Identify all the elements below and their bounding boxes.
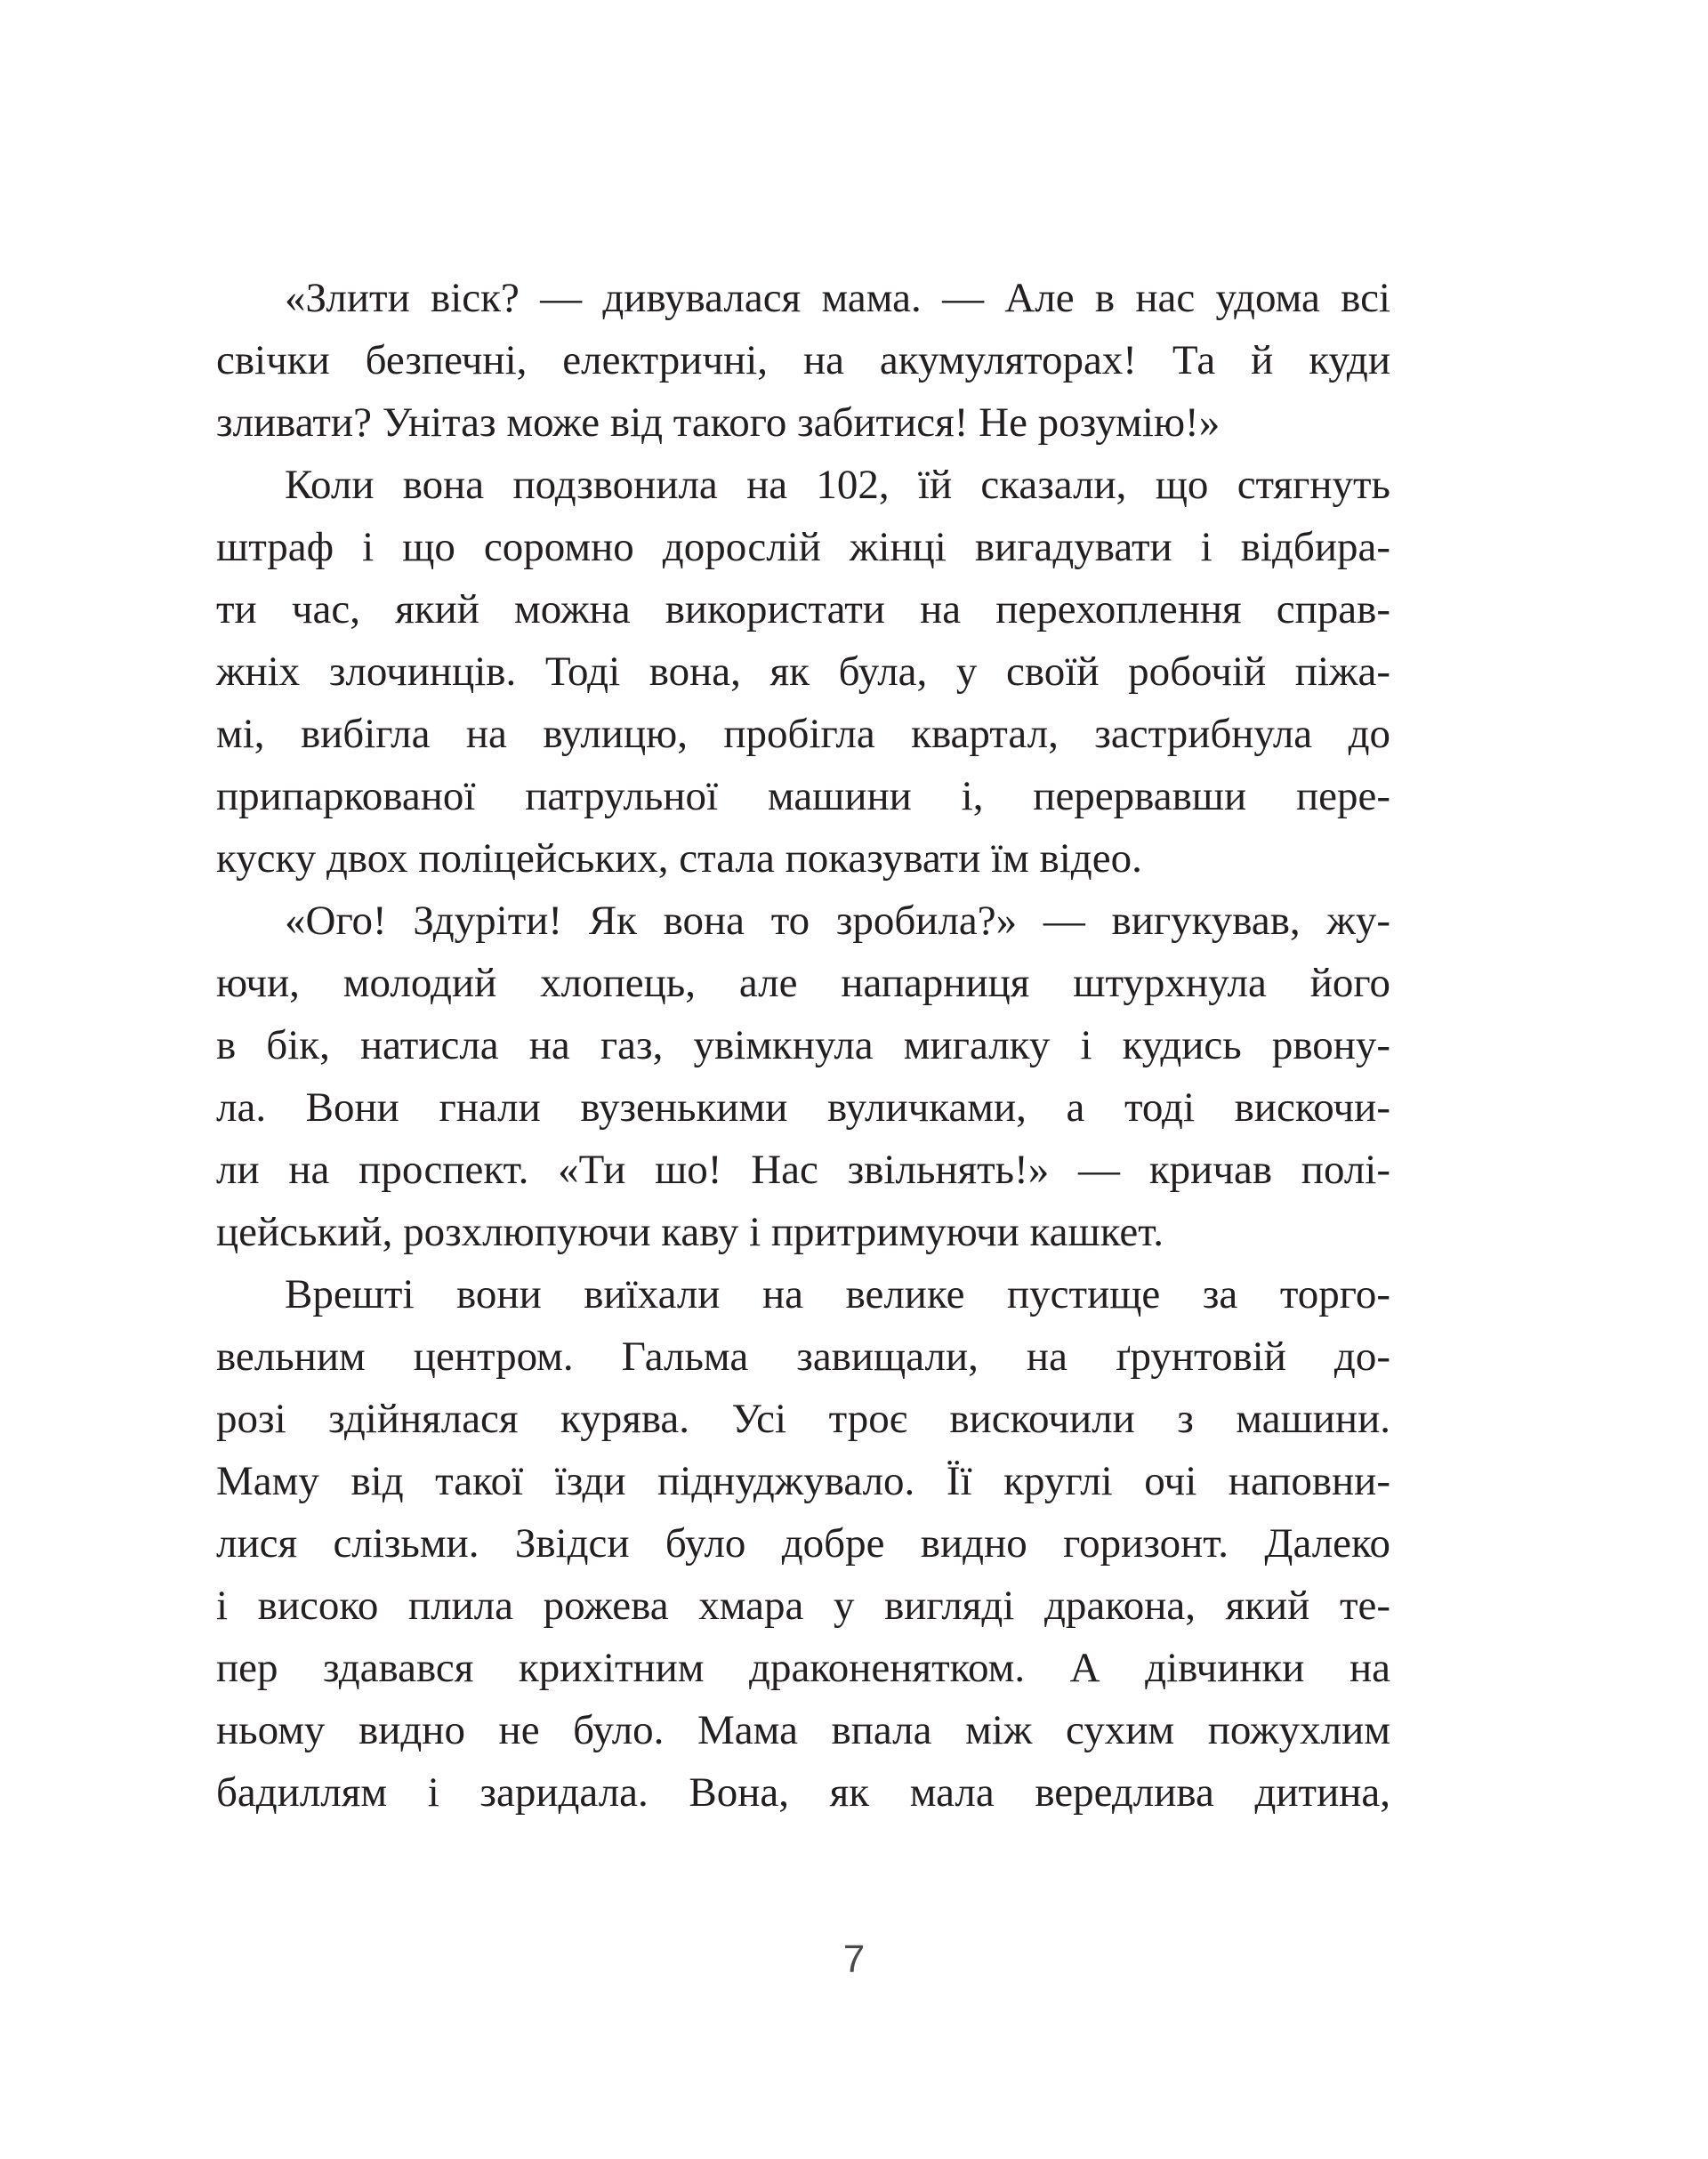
paragraph-4-line-7: пер здавався крихітним драконенятком. А дівчинки на bbox=[216, 1645, 1390, 1691]
paragraph-3-line-6: цейський, розхлюпуючи каву і притримуючи кашкет. bbox=[216, 1209, 1164, 1255]
paragraph-4-line-6: і високо плила рожева хмара у вигляді дракона, який те- bbox=[216, 1583, 1390, 1629]
paragraph-4-line-5: лися слізьми. Звідси було добре видно горизонт. Далеко bbox=[216, 1520, 1390, 1567]
paragraph-3-line-4: ла. Вони гнали вузенькими вуличками, а тоді вискочи- bbox=[216, 1084, 1390, 1131]
paragraph-2-line-6: припаркованої патрульної машини і, перервавши пере- bbox=[216, 773, 1390, 819]
paragraph-3-line-2: ючи, молодий хлопець, але напарниця штурхнула його bbox=[216, 960, 1390, 1006]
page-number: 7 bbox=[842, 1937, 866, 1981]
paragraph-2-line-5: мі, вибігла на вулицю, пробігла квартал, застрибнула до bbox=[216, 711, 1390, 757]
paragraph-3-line-3: в бік, натисла на газ, увімкнула мигалку і кудись рвону- bbox=[216, 1022, 1390, 1068]
paragraph-4-line-8: ньому видно не було. Мама впала між сухим пожухлим bbox=[216, 1707, 1390, 1753]
paragraph-1-line-3: зливати? Унітаз може від такого забитися! Не розумію!» bbox=[216, 399, 1221, 446]
paragraph-2-line-2: штраф і що соромно дорослій жінці вигадувати і відбира- bbox=[216, 524, 1390, 570]
paragraph-2-line-7: куску двох поліцейських, стала показувати їм відео. bbox=[216, 835, 1142, 882]
paragraph-2-line-1: Коли вона подзвонила на 102, їй сказали, що стягнуть bbox=[285, 462, 1390, 508]
paragraph-1-line-1: «Злити віск? — дивувалася мама. — Але в нас удома всі bbox=[285, 275, 1390, 321]
paragraph-4-line-3: розі здійнялася курява. Усі троє вискочили з машини. bbox=[216, 1396, 1390, 1442]
paragraph-3-line-1: «Ого! Здуріти! Як вона то зробила?» — вигукував, жу- bbox=[285, 898, 1390, 944]
paragraph-4-line-2: вельним центром. Гальма завищали, на ґрунтовій до- bbox=[216, 1333, 1390, 1380]
paragraph-2-line-4: жніх злочинців. Тоді вона, як була, у своїй робочій піжа- bbox=[216, 649, 1390, 695]
paragraph-3-line-5: ли на проспект. «Ти шо! Нас звільнять!» — кричав полі- bbox=[216, 1147, 1390, 1193]
paragraph-4-line-9: бадиллям і заридала. Вона, як мала вередлива дитина, bbox=[216, 1769, 1390, 1816]
paragraph-4-line-4: Маму від такої їзди піднуджувало. Її круглі очі наповни- bbox=[216, 1458, 1390, 1504]
body-text bbox=[216, 267, 1390, 1824]
paragraph-2-line-3: ти час, який можна використати на перехоплення справ- bbox=[216, 586, 1390, 632]
paragraph-4-line-1: Врешті вони виїхали на велике пустище за торго- bbox=[285, 1271, 1390, 1317]
paragraph-1-line-2: свічки безпечні, електричні, на акумуляторах! Та й куди bbox=[216, 337, 1390, 383]
